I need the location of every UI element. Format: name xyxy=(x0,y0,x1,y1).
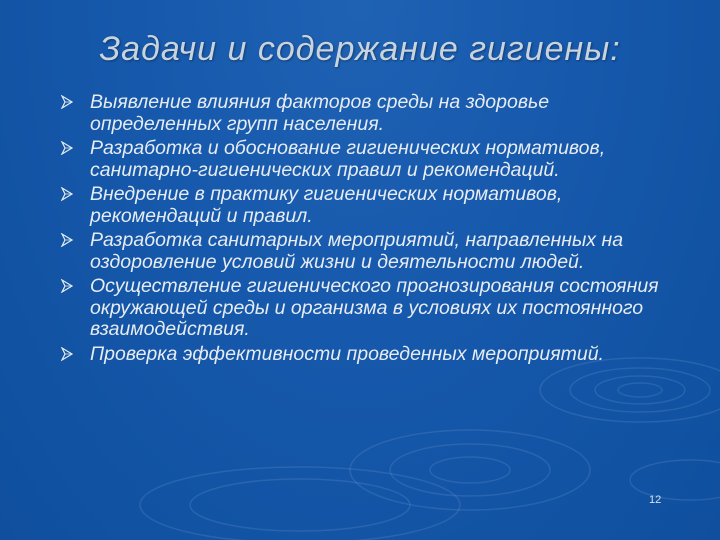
task-list xyxy=(60,92,680,368)
list-item-text: Разработка и обоснование гигиенических нормативов, санитарно-гигиенических правил и рекомендаций. xyxy=(90,137,606,181)
arrowhead-bullet-icon xyxy=(60,95,74,109)
list-item xyxy=(60,344,680,366)
list-item xyxy=(60,92,680,135)
list-item-text: Разработка санитарных мероприятий, направленных на оздоровление условий жизни и деятельности людей. xyxy=(90,229,624,273)
list-item-text: Внедрение в практику гигиенических нормативов, рекомендаций и правил. xyxy=(90,183,563,227)
page-number: 12 xyxy=(649,494,662,506)
arrowhead-bullet-icon xyxy=(60,233,74,247)
arrowhead-bullet-icon xyxy=(60,279,74,293)
arrowhead-bullet-icon xyxy=(60,187,74,201)
arrowhead-bullet-icon xyxy=(60,141,74,155)
slide-title: Задачи и содержание гигиены: xyxy=(99,30,621,68)
list-item-text: Выявление влияния факторов среды на здоровье определенных групп населения. xyxy=(90,91,550,135)
arrowhead-bullet-icon xyxy=(60,347,74,361)
list-item xyxy=(60,184,680,227)
list-item-text: Осуществление гигиенического прогнозирования состояния окружающей среды и организма в условиях их постоянного взаимодействия. xyxy=(90,275,659,340)
list-item xyxy=(60,230,680,273)
list-item xyxy=(60,276,680,341)
list-item xyxy=(60,138,680,181)
list-item-text: Проверка эффективности проведенных мероприятий. xyxy=(90,342,604,365)
